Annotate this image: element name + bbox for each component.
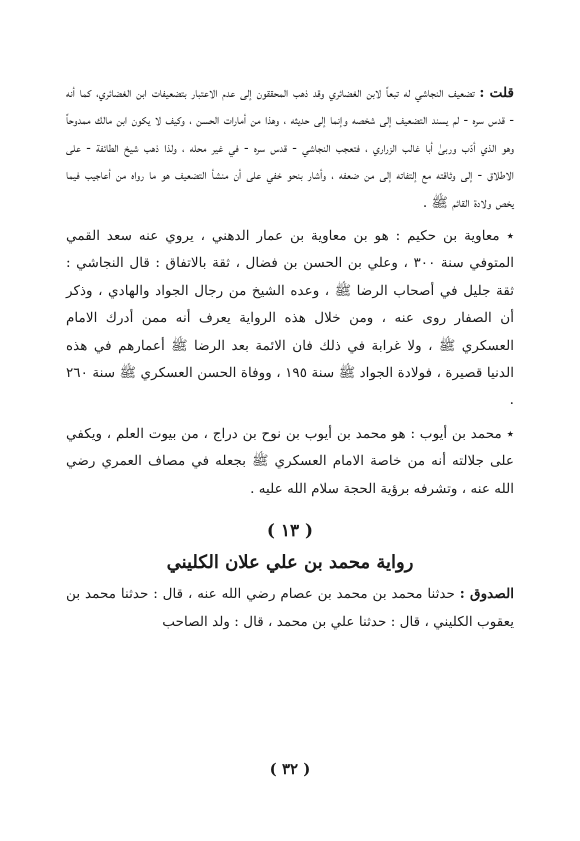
section-title: رواية محمد بن علي علان الكليني <box>166 552 414 574</box>
section-number: ( ١٣ ) <box>266 521 314 542</box>
paragraph-biography-muhammad-ayyub <box>66 421 514 503</box>
paragraph-text: حدثنا محمد بن محمد بن عصام رضي الله عنه ، قال : حدثنا محمد بن يعقوب الكليني ، قال : حدثنا علي بن محمد ، قال : ولد الصاحب <box>66 586 514 630</box>
paragraph-lead-label: الصدوق : <box>459 586 514 603</box>
paragraph-text: ٭ محمد بن أيوب : هو محمد بن أيوب بن نوح بن دراج ، من بيوت العلم ، ويكفي على جلالته أنه من خاصة الامام العسكري ﷺ بجعله في مصاف العمري رضي الله عنه ، وتشرفه برؤية الحجة سلام الله عليه . <box>66 425 514 497</box>
page-body <box>66 80 514 636</box>
paragraph-text: ٭ معاوية بن حكيم : هو بن معاوية بن عمار الدهني ، يروي عنه سعد القمي المتوفي سنة ٣٠٠ ، وعلي بن الحسن بن فضال ، ثقة بالاتفاق : قال النجاشي : ثقة جليل في أصحاب الرضا ﷺ ، وعده الشيخ من رجال الجواد والهادي ، وذكر أن الصفار روى عنه ، ومن خلال هذه الرواية يعرف أنه ممن أدرك الامام العسكري ﷺ ، ولا غرابة في ذلك فان الائمة بعد الرضا ﷺ أعمارهم في هذه الدنيا قصيرة ، فولادة الجواد ﷺ سنة ١٩٥ ، ووفاة الحسن العسكري ﷺ سنة ٢٦٠ . <box>66 228 514 409</box>
paragraph-commentary <box>66 80 514 217</box>
page-number: ( ٣٢ ) <box>269 760 311 778</box>
paragraph-narration <box>66 581 514 636</box>
paragraph-lead-label: قلت : <box>479 85 514 101</box>
paragraph-biography-muawiya <box>66 223 514 415</box>
paragraph-text: تضعيف النجاشي له تبعاً لابن الغضائري وقد ذهب المحققون إلى عدم الاعتبار بتضعيفات ابن الغضائري، كما أنه - قدس سره - لم يسند التضعيف إلى شخصه وإنما إلى حديثه ، وهذا من أمارات الحسن ، وكيف لا يكون ابن مالك ممدوحاً وهو الذي أدّب وربىٰ أبا غالب الزراري ، فتعجب النجاشي - قدس سره - في غير محله ، ولذا ذهب شيخ الطائفة - على الاطلاق - إلى وثاقته مع إلتفاته إلى من ضعفه ، وأشار بنحو خفي على أن منشأ التضعيف هو ما رواه من أعاجيب فيما يخص ولادة القائم ﷺ . <box>66 85 514 211</box>
